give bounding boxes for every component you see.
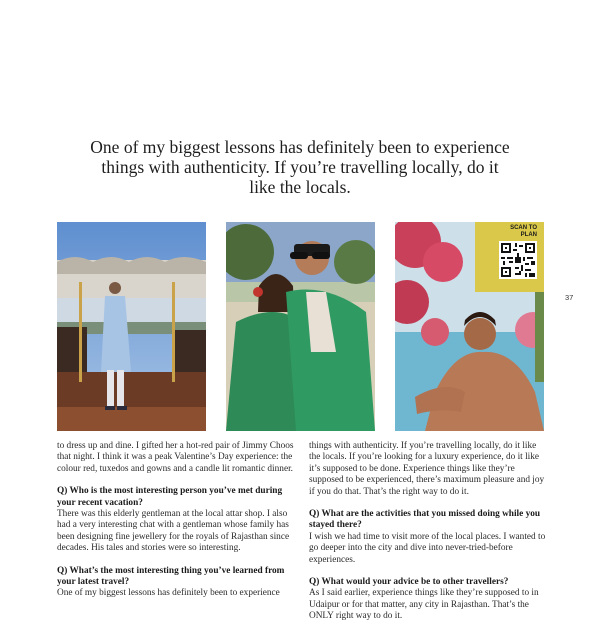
photo-pool-bougainvillea <box>395 222 544 431</box>
article-column-right <box>309 441 549 634</box>
page-number: 37 <box>565 293 574 302</box>
qa-block <box>309 509 549 566</box>
qa-block <box>57 486 297 554</box>
scan-label-line2: PLAN <box>520 232 537 238</box>
answer: One of my biggest lessons has definitely been to experience <box>57 588 280 599</box>
paragraph: things with authenticity. If you’re travelling locally, do it like the locals. If you’re looking for a luxury experience, do it like it’s supposed to be done. Experience things like they’re supposed to be experienced, there’s maximum pleasure and joy if you do that. That’s the right way to do it. <box>309 441 545 497</box>
scan-label-line1: SCAN TO <box>510 225 537 231</box>
question: Q) What would your advice be to other travellers? <box>309 577 509 588</box>
pull-quote: One of my biggest lessons has definitely been to experience things with authenticity. If you’re travelling locally, do it like the locals. <box>90 137 510 197</box>
question: Q) Who is the most interesting person you’ve met during your recent vacation? <box>57 486 283 508</box>
scan-to-plan-label <box>499 225 537 239</box>
question: Q) What’s the most interesting thing you’ve learned from your latest travel? <box>57 565 285 588</box>
qa-block <box>57 566 297 600</box>
paragraph: to dress up and dine. I gifted her a hot-red pair of Jimmy Choos that night. I think it was a peak Valentine’s Day experience: the colour red, tuxedos and gowns and a candle lit romantic dinner. <box>57 441 294 474</box>
answer: There was this elderly gentleman at the local attar shop. I also had a very interesting chat with a gentleman whose family has been designing fine jewellery for the royals of Rajasthan since decades. His tales and stories were so interesting. <box>57 509 290 554</box>
photo-couple-green <box>226 222 375 431</box>
answer: I wish we had time to visit more of the local places. I wanted to go deeper into the city and dive into never-tried-before experiences. <box>309 531 546 565</box>
photo-boat-deck <box>57 222 206 431</box>
answer: As I said earlier, experience things like they’re supposed to in Udaipur or for that matter, any city in Rajasthan. That’s the ONLY right way to do it. <box>309 588 539 622</box>
article-column-left <box>57 441 297 611</box>
question: Q) What are the activities that you missed doing while you stayed there? <box>309 509 541 531</box>
qr-code <box>499 241 537 279</box>
